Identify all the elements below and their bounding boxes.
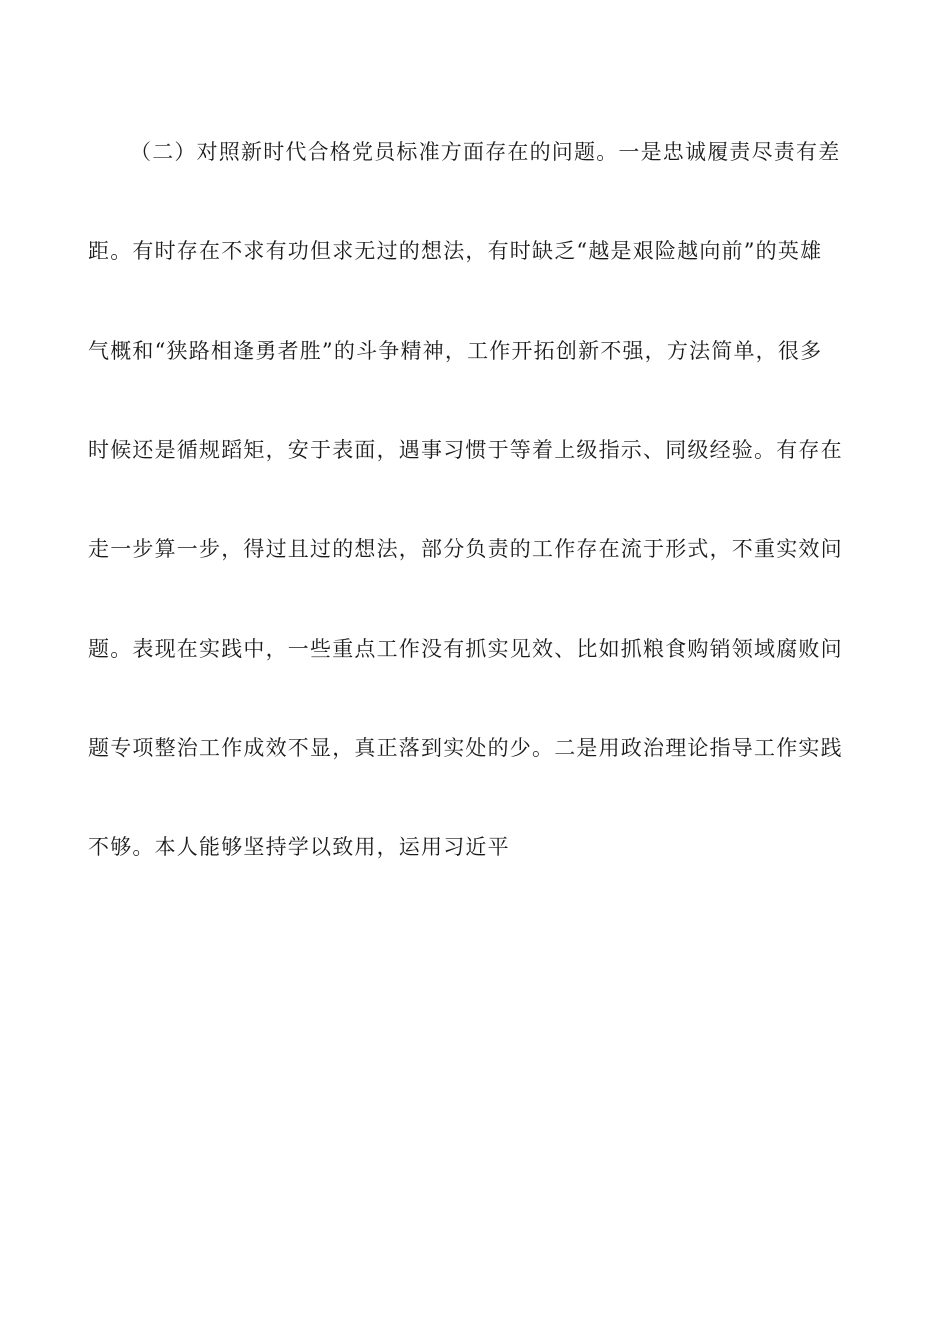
paragraph-line-8: 不够。本人能够坚持学以致用，运用习近平	[88, 835, 510, 859]
paragraph-line-5: 走一步算一步，得过且过的想法，部分负责的工作存在流于形式，不重实效问	[88, 537, 843, 561]
paragraph-line-7: 题专项整治工作成效不显，真正落到实处的少。二是用政治理论指导工作实践	[88, 736, 843, 760]
paragraph-line-2: 距。有时存在不求有功但求无过的想法，有时缺乏“越是艰险越向前”的英雄	[88, 239, 823, 263]
paragraph-line-1: （二）对照新时代合格党员标准方面存在的问题。一是忠诚履责尽责有差	[130, 140, 841, 164]
paragraph-line-4: 时候还是循规蹈矩，安于表面，遇事习惯于等着上级指示、同级经验。有存在	[88, 438, 843, 462]
paragraph-line-6: 题。表现在实践中，一些重点工作没有抓实见效、比如抓粮食购销领域腐败问	[88, 637, 843, 661]
paragraph-line-3: 气概和“狭路相逢勇者胜”的斗争精神，工作开拓创新不强，方法简单，很多	[88, 339, 823, 363]
